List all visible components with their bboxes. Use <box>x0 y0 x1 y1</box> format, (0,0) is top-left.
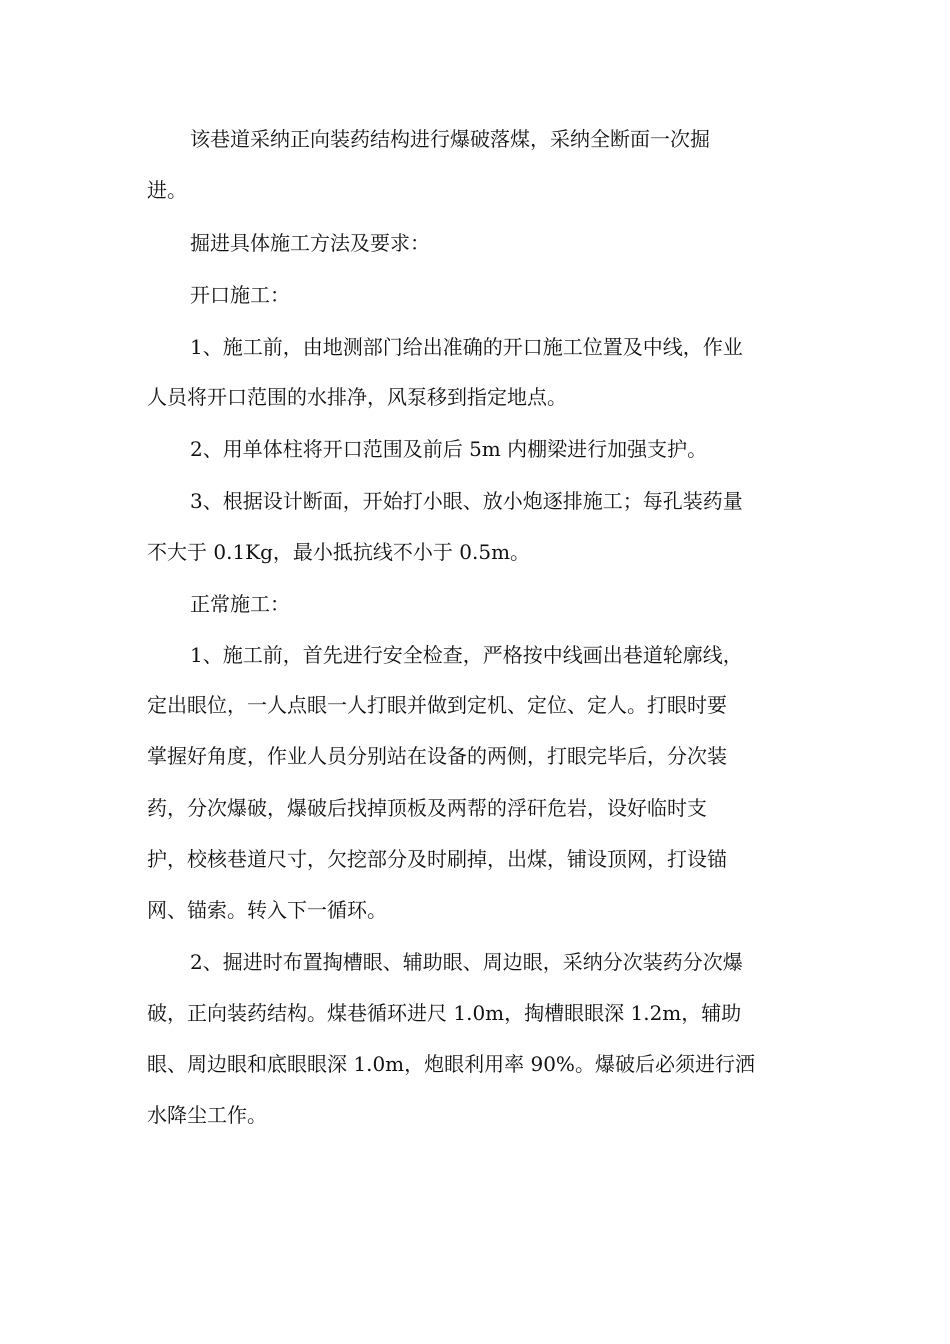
normal-item-1-line-5: 护，校核巷道尺寸，欠挖部分及时刷掉，出煤，铺设顶网，打设锚 <box>147 847 727 871</box>
opening-item-1-line-2: 人员将开口范围的水排净，风泵移到指定地点。 <box>147 385 567 409</box>
paragraph-1-line-1: 该巷道采纳正向装药结构进行爆破落煤，采纳全断面一次掘 <box>190 127 710 151</box>
opening-item-1-line-1: 1、施工前，由地测部门给出准确的开口施工位置及中线，作业 <box>190 335 743 359</box>
normal-item-2-line-2: 破，正向装药结构。煤巷循环进尺 1.0m，掏槽眼眼深 1.2m，辅助 <box>147 1001 742 1025</box>
subheading-opening-construction: 开口施工： <box>190 283 290 307</box>
section-intro-heading: 掘进具体施工方法及要求： <box>190 231 430 255</box>
normal-item-1-line-2: 定出眼位，一人点眼一人打眼并做到定机、定位、定人。打眼时要 <box>147 693 727 717</box>
normal-item-1-line-6: 网、锚索。转入下一循环。 <box>147 898 387 922</box>
paragraph-1-line-2: 进。 <box>147 178 187 202</box>
normal-item-1-line-3: 掌握好角度，作业人员分别站在设备的两侧，打眼完毕后，分次装 <box>147 744 727 768</box>
opening-item-2-line-1: 2、用单体柱将开口范围及前后 5m 内棚梁进行加强支护。 <box>190 437 708 461</box>
normal-item-1-line-1: 1、施工前，首先进行安全检查，严格按中线画出巷道轮廓线， <box>190 643 743 667</box>
normal-item-2-line-1: 2、掘进时布置掏槽眼、辅助眼、周边眼，采纳分次装药分次爆 <box>190 950 743 974</box>
normal-item-1-line-4: 药，分次爆破，爆破后找掉顶板及两帮的浮矸危岩，设好临时支 <box>147 796 707 820</box>
opening-item-3-line-1: 3、根据设计断面，开始打小眼、放小炮逐排施工；每孔装药量 <box>190 489 743 513</box>
subheading-normal-construction: 正常施工： <box>190 592 290 616</box>
normal-item-2-line-3: 眼、周边眼和底眼眼深 1.0m，炮眼利用率 90%。爆破后必须进行洒 <box>147 1052 755 1076</box>
normal-item-2-line-4: 水降尘工作。 <box>147 1103 267 1127</box>
opening-item-3-line-2: 不大于 0.1Kg，最小抵抗线不小于 0.5m。 <box>147 540 531 564</box>
